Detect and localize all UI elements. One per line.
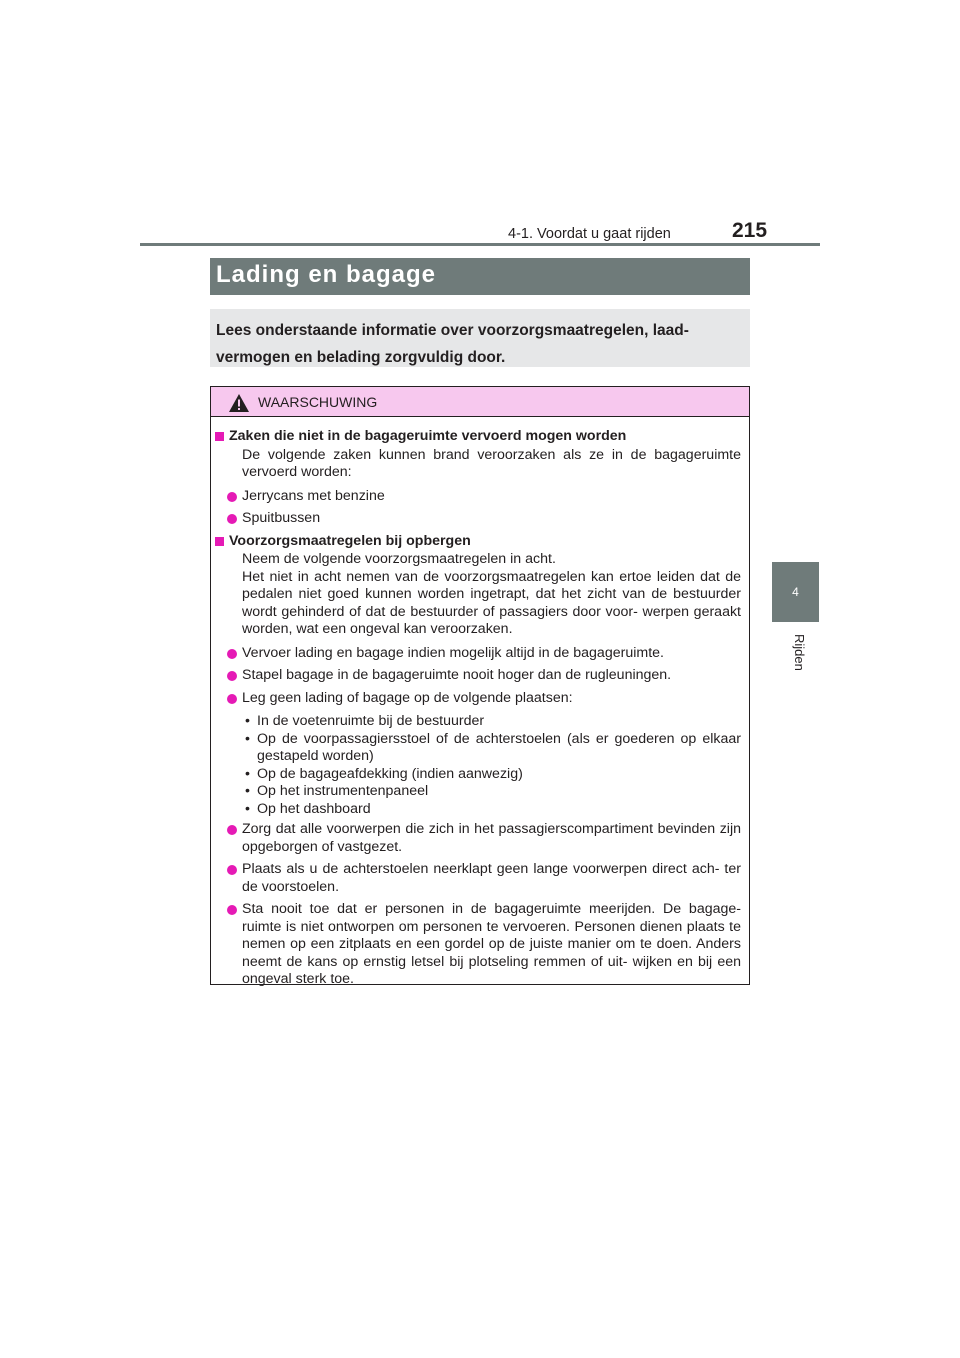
round-bullet-icon (227, 671, 237, 681)
list-item-text: Spuitbussen (242, 510, 321, 526)
section-heading (211, 428, 749, 446)
page-title: Lading en bagage (216, 261, 437, 288)
sub-list-item-text: In de voetenruimte bij de bestuurder (257, 713, 485, 729)
list-item-text: Vervoer lading en bagage indien mogelijk altijd in de bagageruimte. (242, 644, 664, 661)
header-rule (140, 243, 820, 246)
square-bullet-icon (215, 537, 224, 546)
sub-bullet-mark: • (245, 765, 250, 782)
sub-list-item (211, 801, 749, 819)
sub-bullet-mark: • (245, 800, 250, 817)
list-item (211, 690, 749, 708)
round-bullet-icon (227, 825, 237, 835)
round-bullet-icon (227, 905, 237, 915)
chapter-number: 4 (792, 585, 799, 599)
chapter-label: Rijden (792, 634, 807, 671)
page-number: 215 (732, 219, 768, 242)
warning-triangle-icon (228, 393, 250, 413)
paragraph: Het niet in acht nemen van de voorzorgsmaatregelen kan ertoe leiden dat de pedalen niet goed kunnen worden ingetrapt, dat het zicht van de bestuurder wordt gehinderd of dat de bestuurder of passagiers door voor- werpen geraakt worden, wat een ongeval kan veroorzaken. (242, 568, 741, 637)
sub-list-item-text: Op de bagageafdekking (indien aanwezig) (257, 765, 523, 782)
round-bullet-icon (227, 649, 237, 659)
list-item (211, 645, 749, 663)
list-item-text: Jerrycans met benzine (242, 487, 385, 504)
sub-list-item (211, 783, 749, 801)
sub-bullet-mark: • (245, 713, 250, 729)
list-item (211, 821, 749, 856)
intro-box: Lees onderstaande informatie over voorzorgsmaatregelen, laad- vermogen en belading zorgvuldig door. (210, 309, 750, 367)
sub-list-item (211, 713, 749, 731)
section-heading-text: Zaken die niet in de bagageruimte vervoerd mogen worden (229, 428, 627, 444)
list-item-text: Plaats als u de achterstoelen neerklapt geen lange voorwerpen direct ach- ter de voorstoelen. (242, 861, 741, 895)
warning-box (210, 386, 750, 985)
square-bullet-icon (215, 432, 224, 441)
paragraph: De volgende zaken kunnen brand veroorzaken als ze in de bagageruimte vervoerd worden: (242, 446, 741, 480)
sub-bullet-mark: • (245, 783, 250, 799)
sub-list-item (211, 766, 749, 784)
sub-bullet-mark: • (245, 730, 250, 747)
round-bullet-icon (227, 865, 237, 875)
list-item (211, 861, 749, 896)
warning-header (211, 387, 749, 417)
round-bullet-icon (227, 694, 237, 704)
list-item-text: Sta nooit toe dat er personen in de bagageruimte meerijden. De bagage- ruimte is niet ontworpen om personen te vervoeren. Personen dienen plaats te nemen op een zitplaats en een gordel op de juiste manier om te doen. Anders neemt de kans op ernstig letsel bij plotseling remmen of uit- wijken en bij een ongeval sterk toe. (242, 901, 741, 987)
list-item (211, 510, 749, 528)
paragraph: Neem de volgende voorzorgsmaatregelen in acht. (242, 551, 556, 567)
list-item (211, 488, 749, 506)
sub-list-item-text: Op het instrumentenpaneel (257, 783, 429, 799)
sub-list-item-text: Op het dashboard (257, 800, 371, 817)
round-bullet-icon (227, 514, 237, 524)
sub-list-item (211, 731, 749, 766)
header-section-title: 4-1. Voordat u gaat rijden (508, 226, 671, 242)
warning-content (211, 428, 749, 989)
list-item-text: Stapel bagage in de bagageruimte nooit hoger dan de rugleuningen. (242, 667, 672, 683)
round-bullet-icon (227, 492, 237, 502)
list-item-text: Zorg dat alle voorwerpen die zich in het passagierscompartiment bevinden zijn opgeborgen of vastgezet. (242, 821, 741, 855)
list-item (211, 667, 749, 685)
section-heading-text: Voorzorgsmaatregelen bij opbergen (229, 532, 471, 549)
sub-list-item-text: Op de voorpassagiersstoel of de achterstoelen (als er goederen op elkaar gestapeld worden) (257, 730, 741, 764)
title-bar (210, 258, 750, 295)
warning-label: WAARSCHUWING (258, 394, 378, 410)
chapter-tab (772, 562, 819, 622)
list-item (211, 901, 749, 989)
list-item-text: Leg geen lading of bagage op de volgende plaatsen: (242, 689, 573, 706)
section-heading (211, 533, 749, 551)
